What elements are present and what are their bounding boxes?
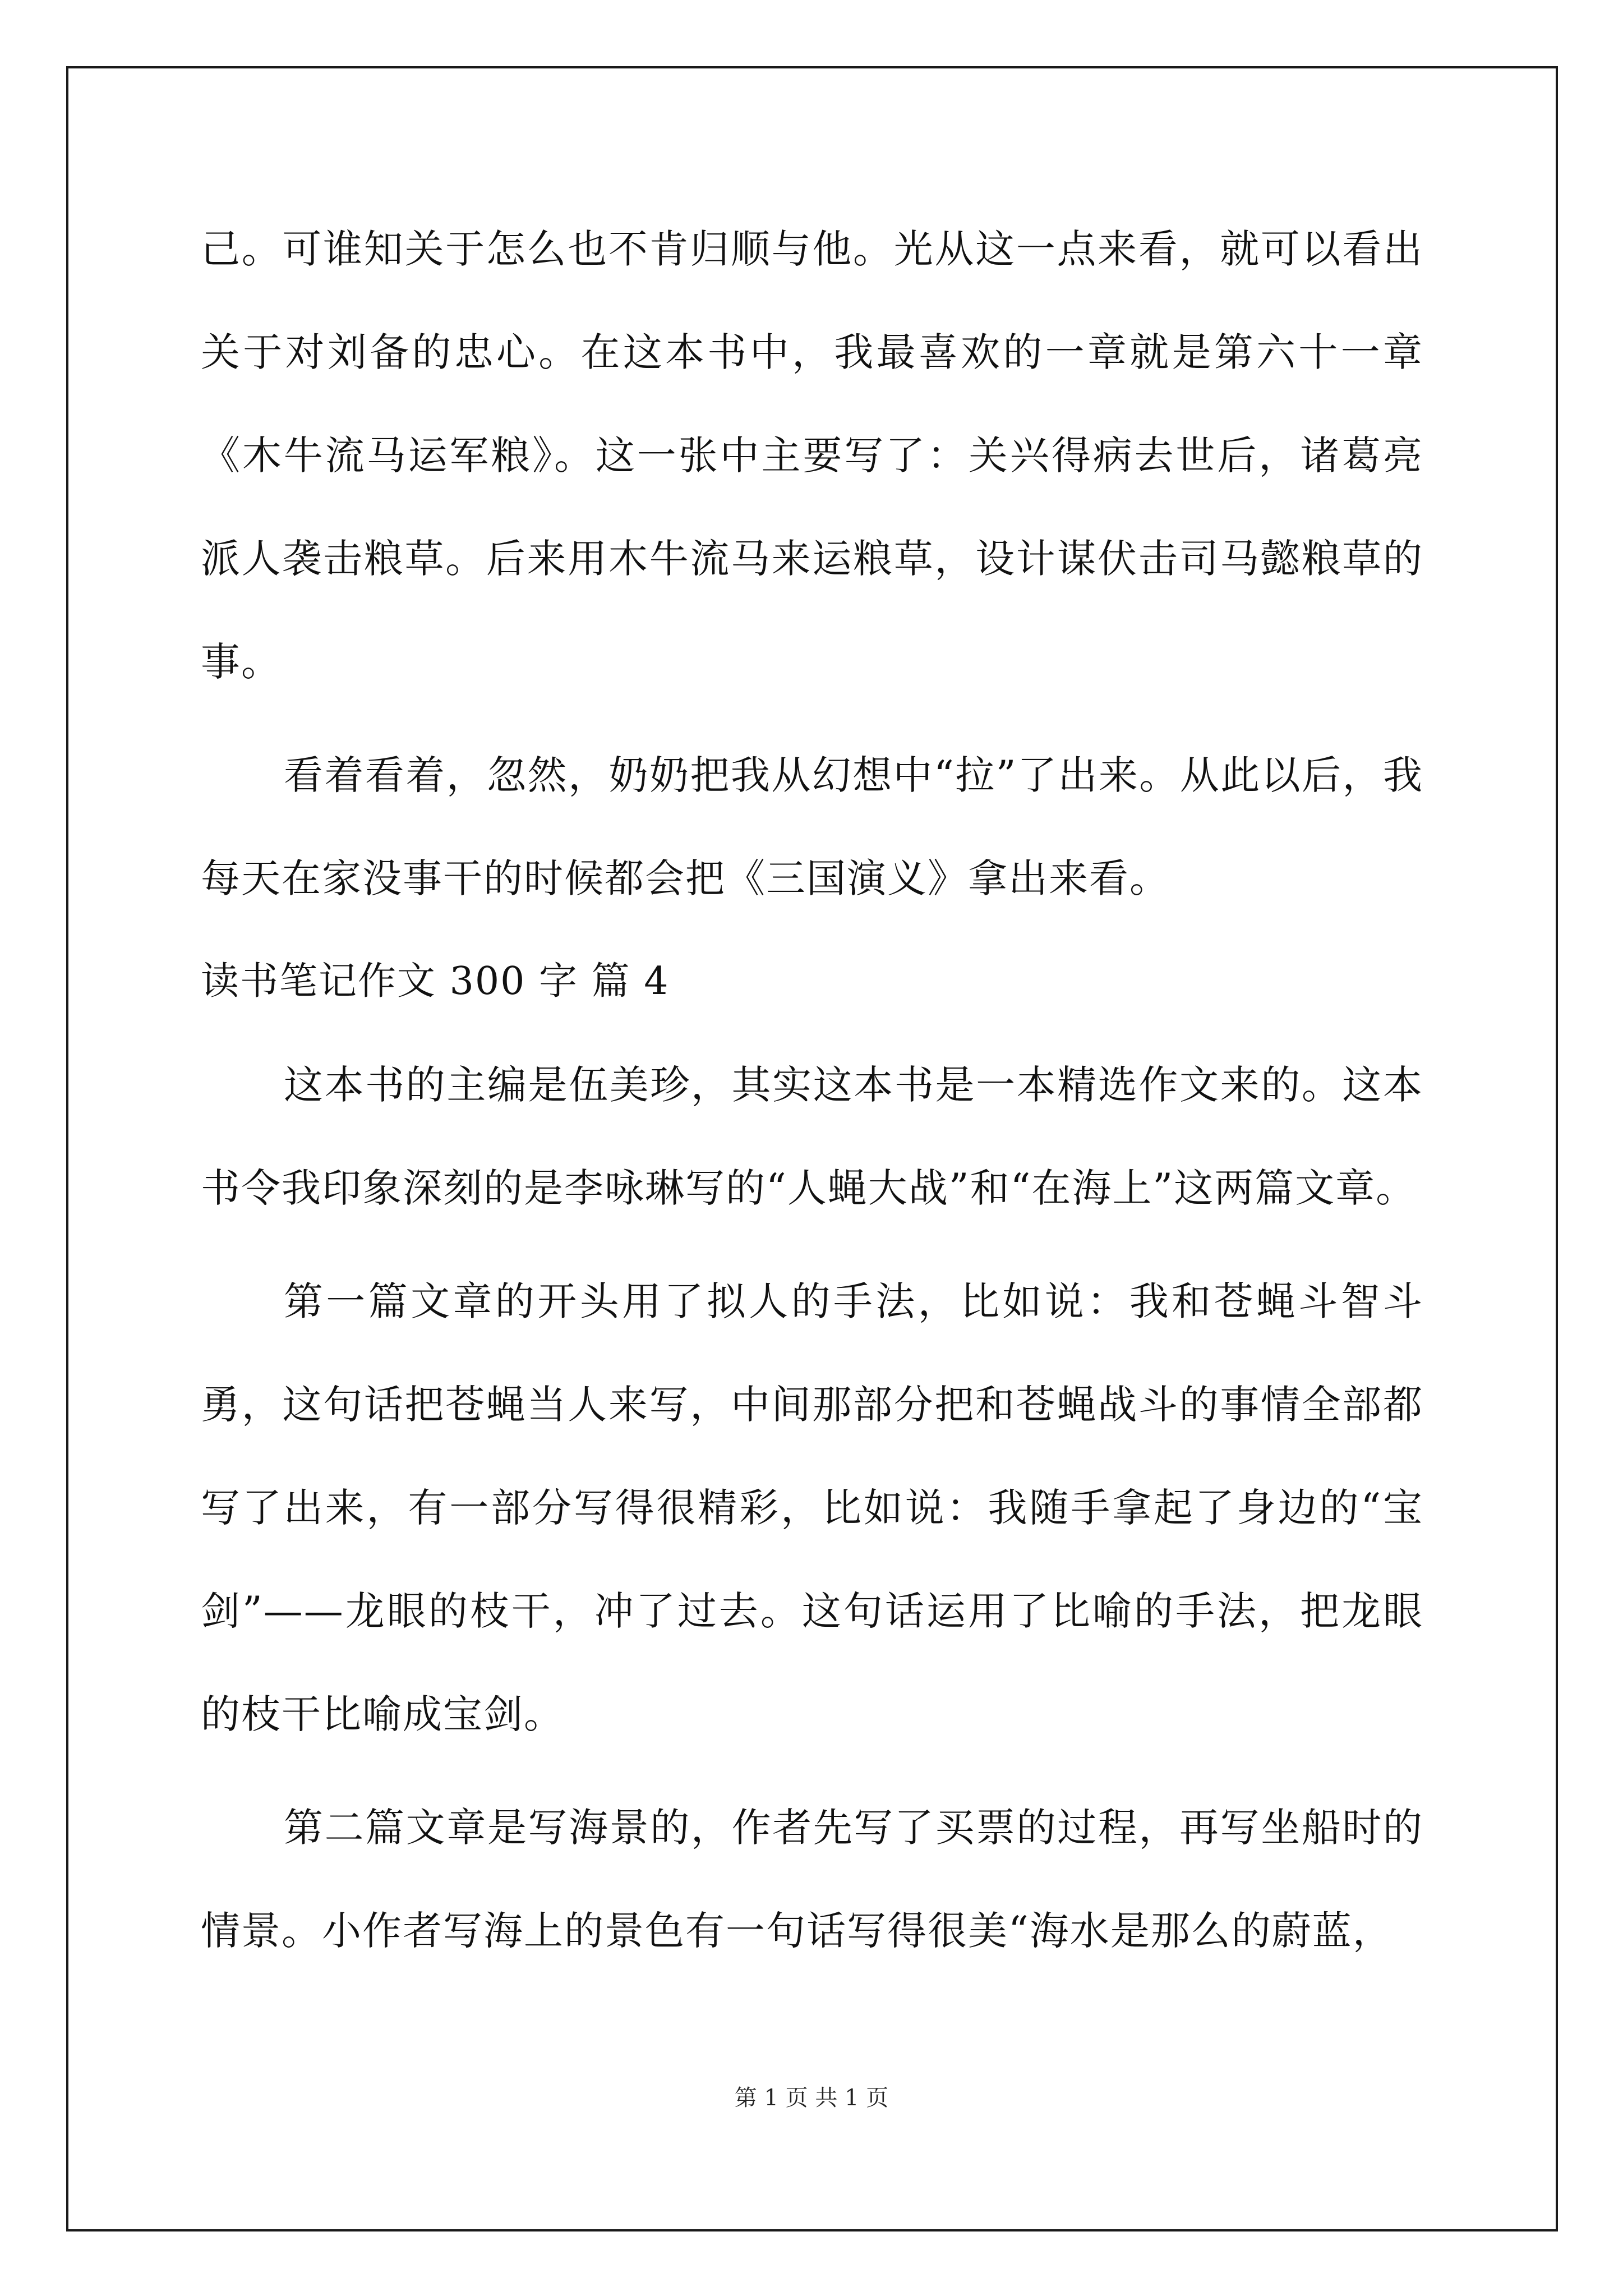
paragraph-continued: 己。可谁知关于怎么也不肯归顺与他。光从这一点来看，就可以看出关于对刘备的忠心。在这本书中，我最喜欢的一章就是第六十一章《木牛流马运军粮》。这一张中主要写了：关兴得病去世后，诸葛亮派人袭击粮草。后来用木牛流马来运粮草，设计谋伏击司马懿粮草的事。 bbox=[201, 226, 1423, 685]
paragraph-grandma: 看着看着，忽然，奶奶把我从幻想中“拉”了出来。从此以后，我每天在家没事干的时候都会把《三国演义》拿出来看。 bbox=[201, 752, 1423, 901]
paragraph-book-intro: 这本书的主编是伍美珍，其实这本书是一本精选作文来的。这本书令我印象深刻的是李咏琳写的“人蝇大战”和“在海上”这两篇文章。 bbox=[201, 1062, 1423, 1211]
page-footer: 第 1 页 共 1 页 bbox=[734, 2085, 889, 2111]
paragraph-second-article: 第二篇文章是写海景的，作者先写了买票的过程，再写坐船时的情景。小作者写海上的景色有一句话写得很美“海水是那么的蔚蓝， bbox=[201, 1805, 1423, 1954]
document-body bbox=[201, 197, 1423, 1982]
section-heading: 读书笔记作文 300 字 篇 4 bbox=[201, 959, 670, 1004]
paragraph-first-article: 第一篇文章的开头用了拟人的手法，比如说：我和苍蝇斗智斗勇，这句话把苍蝇当人来写，中间那部分把和苍蝇战斗的事情全部都写了出来，有一部分写得很精彩，比如说：我随手拿起了身边的“宝剑”——龙眼的枝干，冲了过去。这句话运用了比喻的手法，把龙眼的枝干比喻成宝剑。 bbox=[201, 1278, 1423, 1737]
